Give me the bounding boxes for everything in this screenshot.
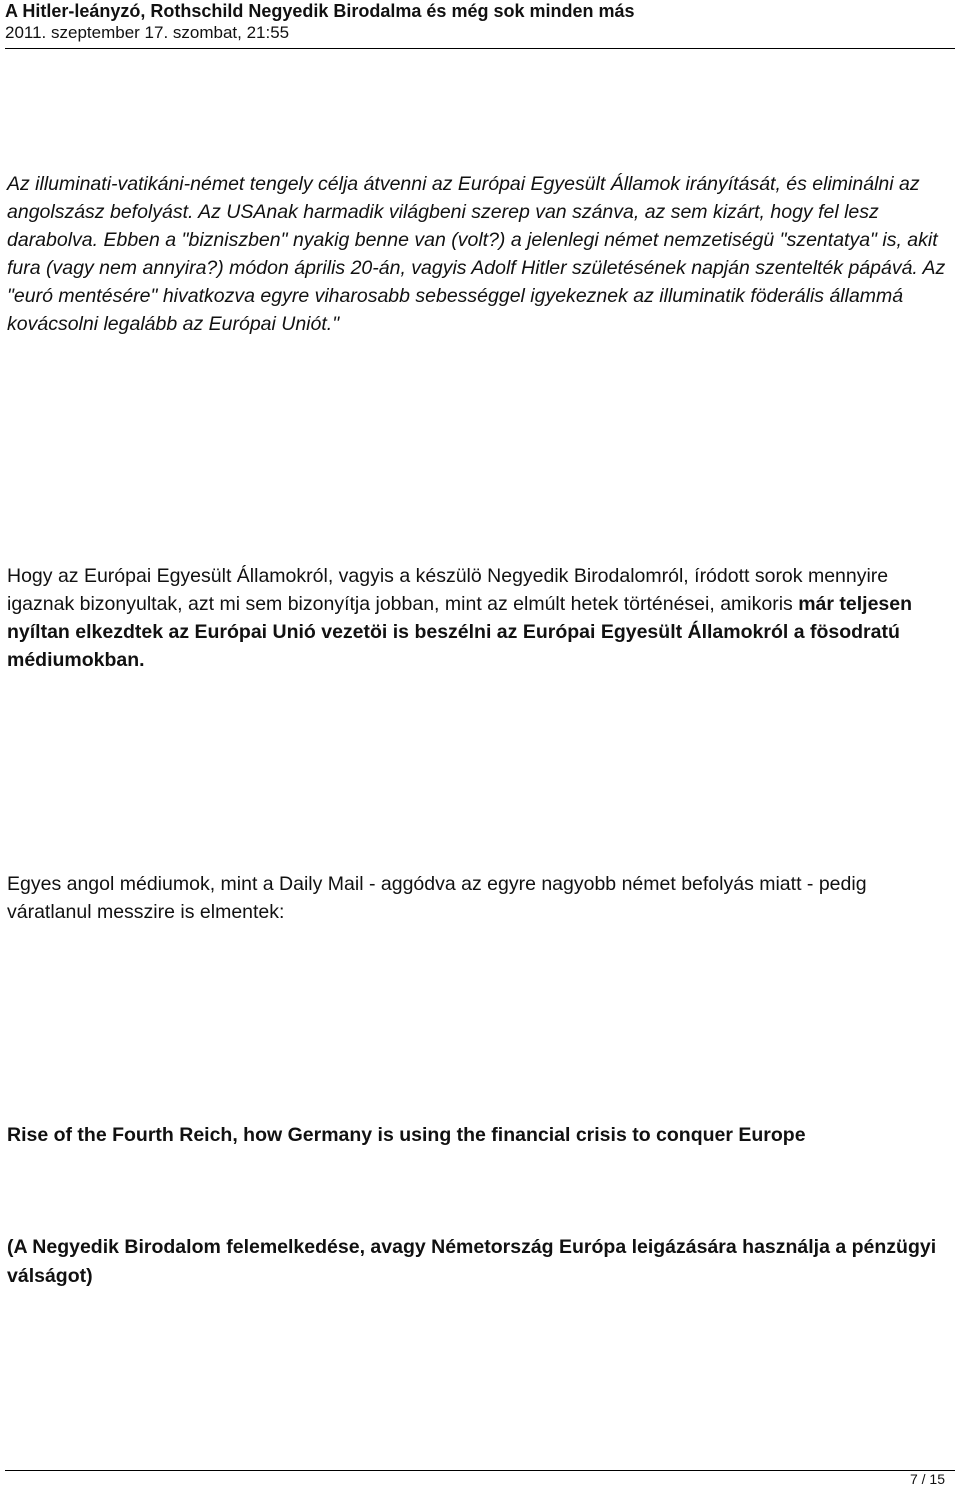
paragraph-plain-text: Hogy az Európai Egyesült Államokról, vagyis a készülö Negyedik Birodalomról, íródott sorok mennyire igaznak bizonyultak, azt mi sem bizonyítja jobban, mint az elmúlt hetek történései, amikoris bbox=[7, 565, 889, 615]
document-title: A Hitler-leányzó, Rothschild Negyedik Birodalma és még sok minden más bbox=[5, 1, 635, 21]
paragraph-bold-text: már teljesen nyíltan elkezdtek az Európai Unió vezetöi is beszélni az Európai Egyesült Államokról a fösodratú médiumokban. bbox=[7, 593, 913, 671]
page-header bbox=[5, 0, 955, 44]
page-number: 7 / 15 bbox=[909, 1471, 945, 1487]
footer-divider bbox=[5, 1470, 955, 1471]
header-divider bbox=[5, 48, 955, 49]
document-date: 2011. szeptember 17. szombat, 21:55 bbox=[5, 23, 290, 42]
paragraph-european-states bbox=[7, 562, 953, 674]
italic-quote-paragraph: Az illuminati-vatikáni-német tengely célja átvenni az Európai Egyesült Államok irányítását, és eliminálni az angolszász befolyást. Az USAnak harmadik világbeni szerep van szánva, az sem kizárt, hogy fel lesz darabolva. Ebben a "bizniszben" nyakig benne van (volt?) a jelenlegi német nemzetiségü "szentatya" is, akit fura (vagy nem annyira?) módon április 20-án, vagyis Adolf Hitler születésének napján szentelték pápává. Az "euró mentésére" hivatkozva egyre viharosabb sebességgel igyekeznek az illuminatik föderális állammá kovácsolni legalább az Európai Uniót." bbox=[7, 173, 946, 335]
article-heading-hungarian: (A Negyedik Birodalom felemelkedése, avagy Németország Európa leigázására használja a pénzügyi válságot) bbox=[7, 1236, 937, 1287]
paragraph-daily-mail: Egyes angol médiumok, mint a Daily Mail - aggódva az egyre nagyobb német befolyás miatt - pedig váratlanul messzire is elmentek: bbox=[7, 873, 867, 923]
article-heading-english: Rise of the Fourth Reich, how Germany is using the financial crisis to conquer Europe bbox=[7, 1124, 806, 1146]
